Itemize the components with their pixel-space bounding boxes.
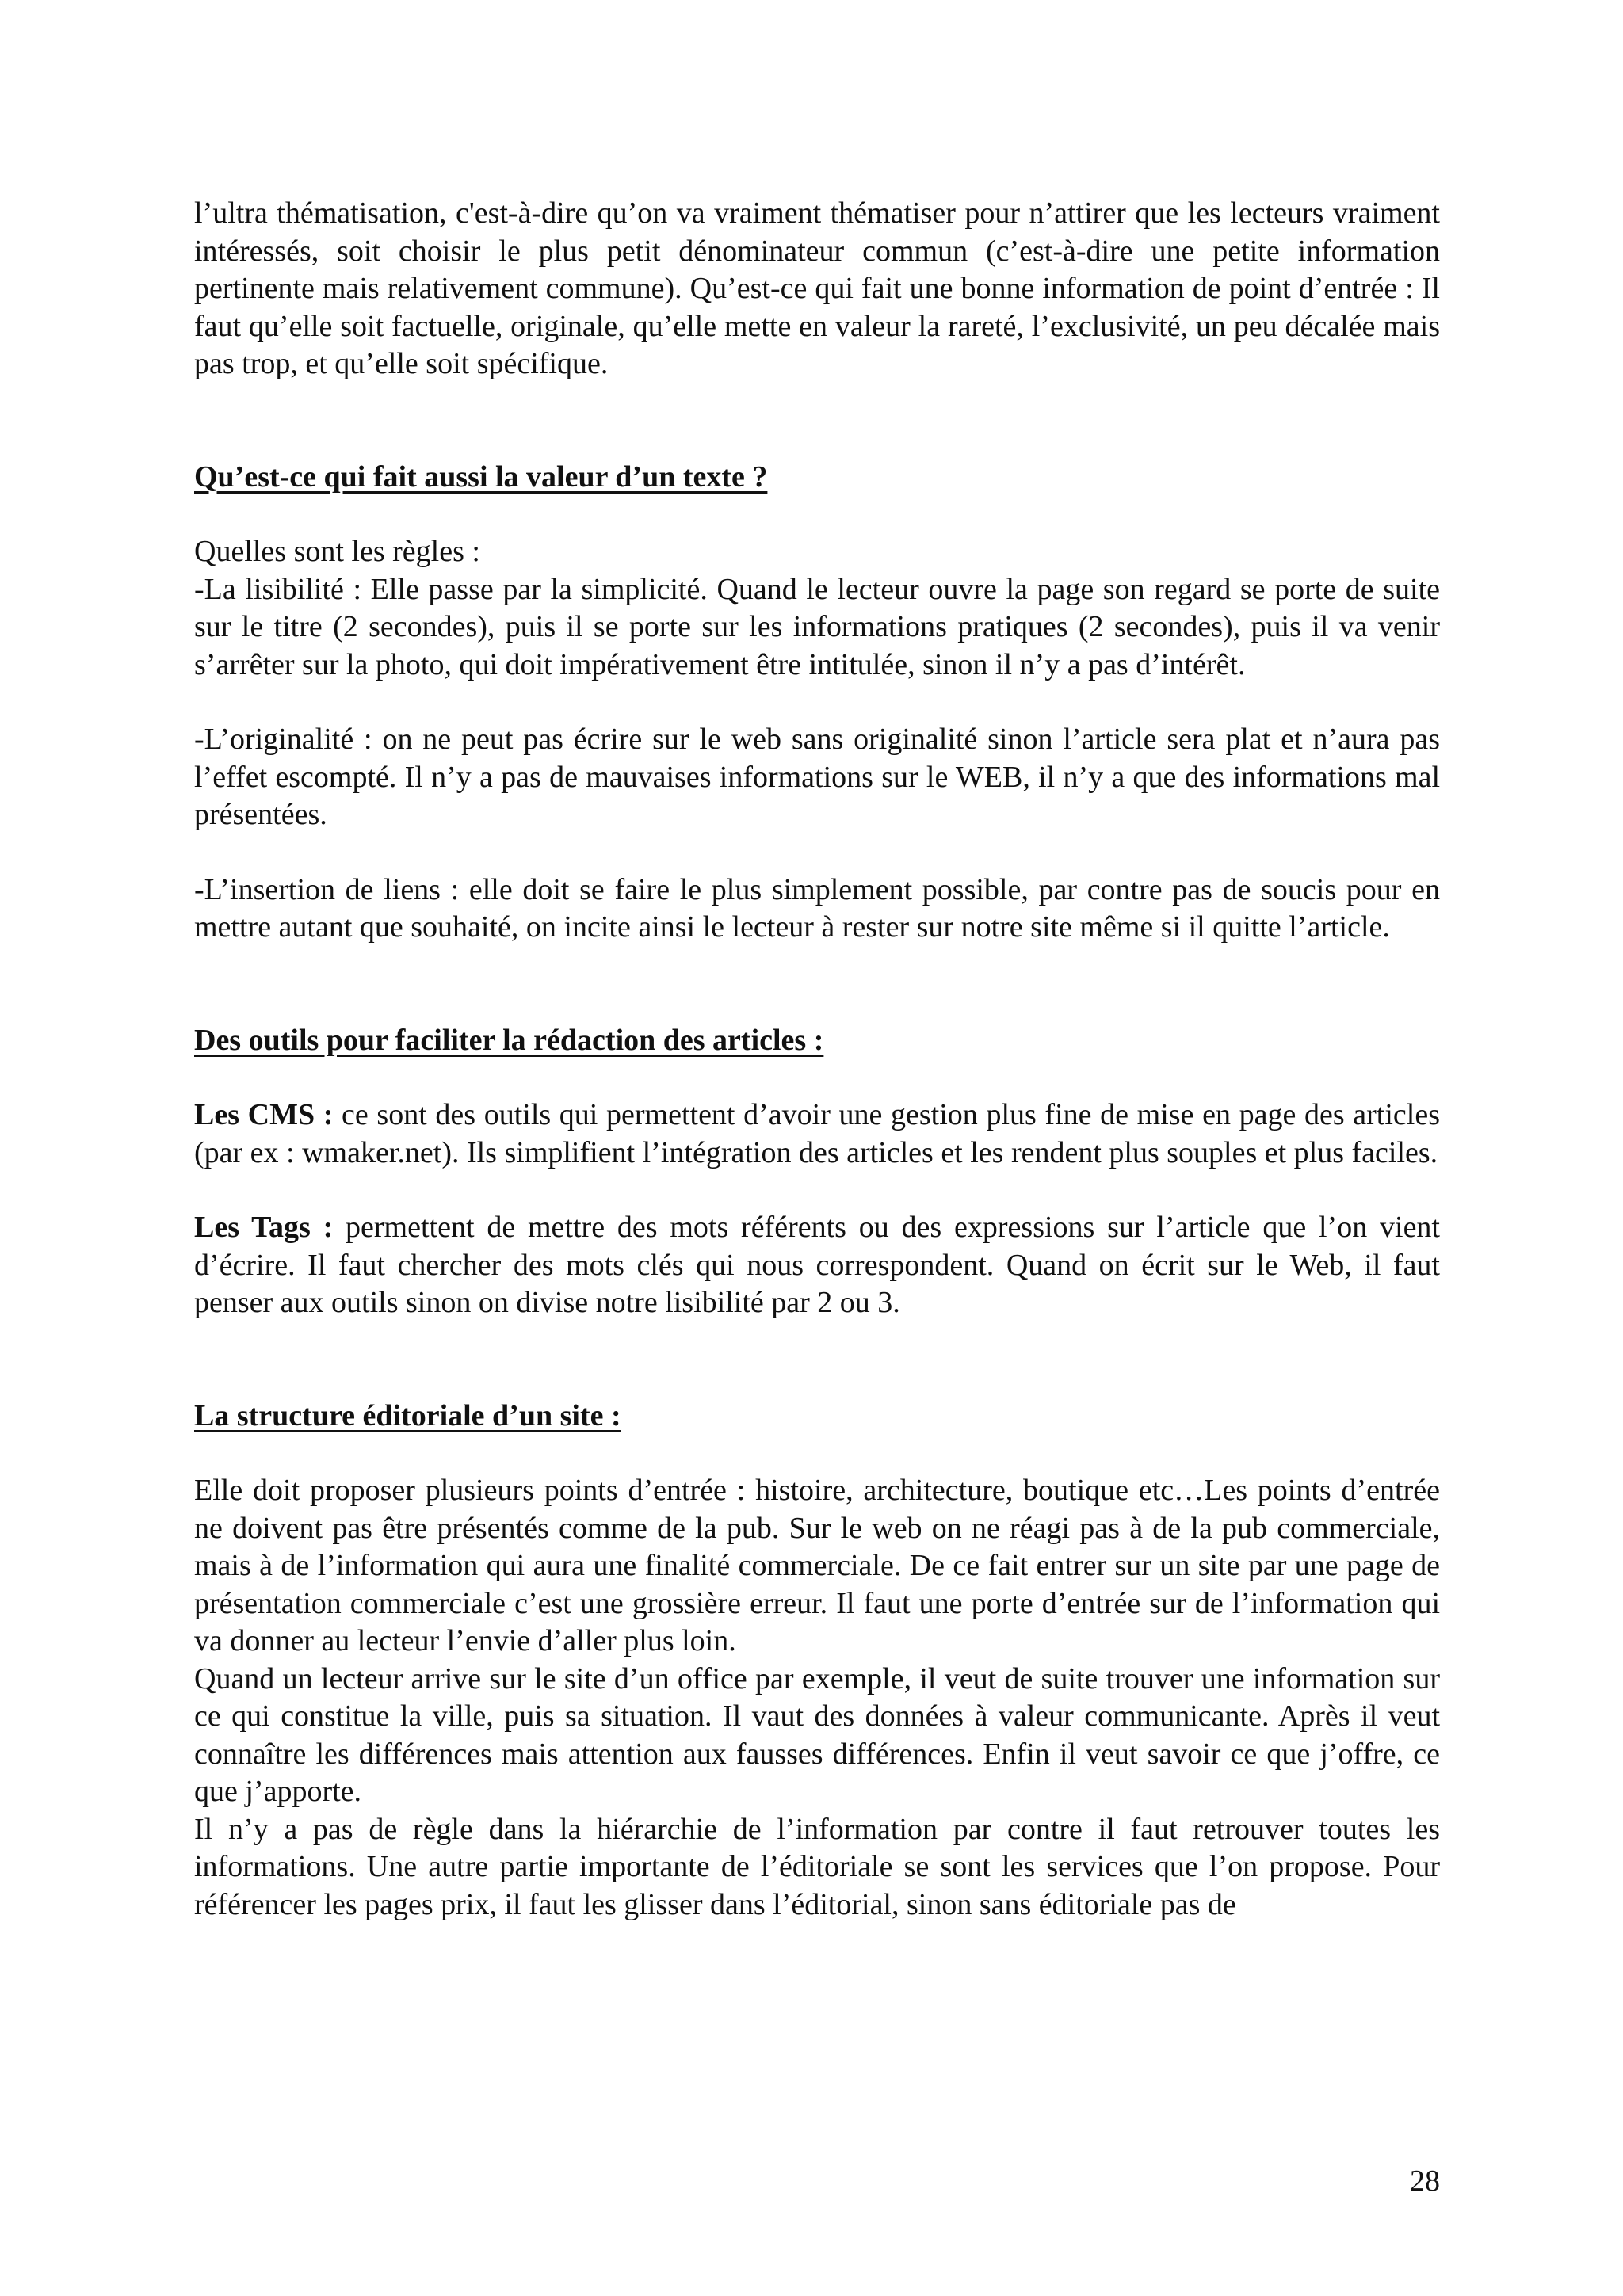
links-paragraph: -L’insertion de liens : elle doit se faire le plus simplement possible, par contre pas de soucis pour en mettre autant que souhaité, on incite ainsi le lecteur à rester sur notre site même si il quitte l’article. xyxy=(194,872,1440,944)
page-content xyxy=(194,195,1440,1924)
cms-term: Les CMS : xyxy=(194,1098,334,1131)
editorial-structure-paragraph: Elle doit proposer plusieurs points d’entrée : histoire, architecture, boutique etc…Les points d’entrée ne doivent pas être présentés comme de la pub. Sur le web on ne réagi pas à de la pub commerciale, mais à de l’information qui aura une finalité commerciale. De ce fait entrer sur un site par une page de présentation commerciale c’est une grossière erreur. Il faut une porte d’entrée sur de l’information qui va donner au lecteur l’envie d’aller plus loin. Quand un lecteur arrive sur le site d’un office par exemple, il veut de suite trouver une information sur ce qui constitue la ville, puis sa situation. Il vaut des données à valeur communicante. Après il veut connaître les différences mais attention aux fausses différences. Enfin il veut savoir ce que j’offre, ce que j’apporte. Il n’y a pas de règle dans la hiérarchie de l’information par contre il faut retrouver toutes les informations. Une autre partie importante de l’éditoriale se sont les services que l’on propose. Pour référencer les pages prix, il faut les glisser dans l’éditorial, sinon sans éditoriale pas de xyxy=(194,1474,1440,1921)
intro-paragraph: l’ultra thématisation, c'est-à-dire qu’on va vraiment thématiser pour n’attirer que les lecteurs vraiment intéressés, soit choisir le plus petit dénominateur commun (c’est-à-dire une petite information pertinente mais relativement commune). Qu’est-ce qui fait une bonne information de point d’entrée : Il faut qu’elle soit factuelle, originale, qu’elle mette en valeur la rareté, l’exclusivité, un peu décalée mais pas trop, et qu’elle soit spécifique. xyxy=(194,196,1440,380)
section-heading-writing-tools: Des outils pour faciliter la rédaction des articles : xyxy=(194,1023,824,1057)
originality-paragraph: -L’originalité : on ne peut pas écrire sur le web sans originalité sinon l’article sera plat et n’aura pas l’effet escompté. Il n’y a pas de mauvaises informations sur le WEB, il n’y a que des informations mal présentées. xyxy=(194,723,1440,831)
section-heading-text-value: Qu’est-ce qui fait aussi la valeur d’un texte ? xyxy=(194,460,768,494)
rules-paragraph: Quelles sont les règles : -La lisibilité : Elle passe par la simplicité. Quand le lecteur ouvre la page son regard se porte de suite sur le titre (2 secondes), puis il se porte sur les informations pratiques (2 secondes), puis il va venir s’arrêter sur la photo, qui doit impérativement être intitulée, sinon il n’y a pas d’intérêt. xyxy=(194,535,1440,681)
page-number: 28 xyxy=(1410,2164,1440,2198)
cms-text: ce sont des outils qui permettent d’avoir une gestion plus fine de mise en page des articles (par ex : wmaker.net). Ils simplifient l’intégration des articles et les rendent plus souples et plus faciles. xyxy=(194,1098,1440,1169)
tags-paragraph xyxy=(194,1209,1440,1322)
tags-text: permettent de mettre des mots référents ou des expressions sur l’article que l’on vient d’écrire. Il faut chercher des mots clés qui nous correspondent. Quand on écrit sur le Web, il faut penser aux outils sinon on divise notre lisibilité par 2 ou 3. xyxy=(194,1211,1440,1319)
section-heading-editorial-structure: La structure éditoriale d’un site : xyxy=(194,1398,621,1432)
tags-term: Les Tags : xyxy=(194,1211,334,1244)
cms-paragraph xyxy=(194,1097,1440,1172)
